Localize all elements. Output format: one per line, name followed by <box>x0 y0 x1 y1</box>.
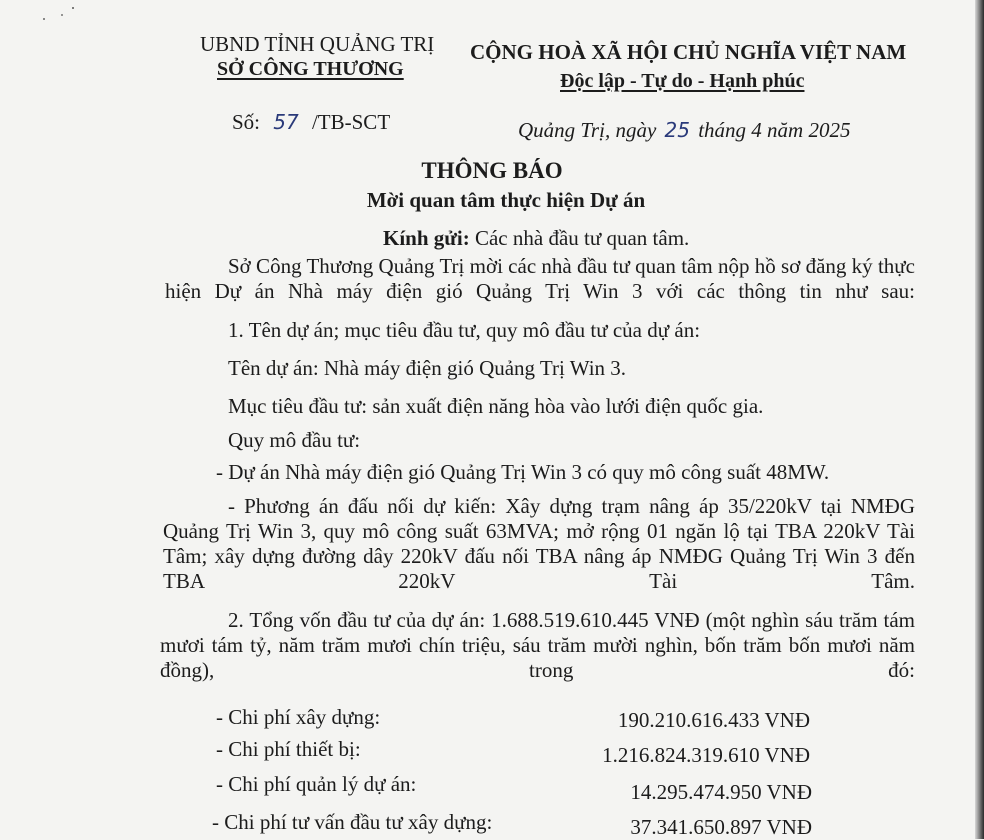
scan-specks <box>40 5 80 25</box>
handwritten-day: 25 <box>664 118 690 142</box>
cost-label: - Chi phí xây dựng: <box>216 705 381 729</box>
cost-amount: 1.216.824.319.610 VNĐ <box>602 743 810 767</box>
date-suffix: tháng 4 năm 2025 <box>698 118 851 142</box>
national-motto: Độc lập - Tự do - Hạnh phúc <box>560 70 805 92</box>
connection-plan-paragraph: - Phương án đấu nối dự kiến: Xây dựng trạm nâng áp 35/220kV tại NMĐG Quảng Trị Win 3, quy mô công suất 63MVA; mở rộng 01 ngăn lộ tại TBA 220kV Tài Tâm; xây dựng đường dây 220kV đấu nối TBA nâng áp NMĐG Quảng Trị Win 3 đến TBA 220kV Tài Tâm. <box>163 494 915 593</box>
document-subtitle: Mời quan tâm thực hiện Dự án <box>366 188 646 212</box>
recipient-line <box>383 226 689 251</box>
cost-amount: 14.295.474.950 VNĐ <box>630 780 812 804</box>
document-date <box>518 118 850 143</box>
cost-amount: 37.341.650.897 VNĐ <box>630 815 812 839</box>
recipient-text: Các nhà đầu tư quan tâm. <box>474 226 690 250</box>
scale-label: Quy mô đầu tư: <box>228 428 361 452</box>
intro-paragraph: Sở Công Thương Quảng Trị mời các nhà đầu tư quan tâm nộp hồ sơ đăng ký thực hiện Dự án Nhà máy điện gió Quảng Trị Win 3 với các thông tin như sau: <box>165 254 915 303</box>
section-1-heading: 1. Tên dự án; mục tiêu đầu tư, quy mô đầu tư của dự án: <box>228 318 701 342</box>
handwritten-number: 57 <box>273 110 299 134</box>
number-suffix: /TB-SCT <box>311 110 391 134</box>
agency-name: UBND TỈNH QUẢNG TRỊ <box>200 32 435 56</box>
document-title: THÔNG BÁO <box>421 158 563 183</box>
scale-capacity: - Dự án Nhà máy điện gió Quảng Trị Win 3 có quy mô công suất 48MW. <box>216 460 830 484</box>
project-name-line: Tên dự án: Nhà máy điện gió Quảng Trị Win 3. <box>228 356 627 380</box>
date-prefix: Quảng Trị, ngày <box>518 118 657 142</box>
department-name: SỞ CÔNG THƯƠNG <box>217 58 404 80</box>
scan-edge <box>975 0 984 839</box>
objective-line: Mục tiêu đầu tư: sản xuất điện năng hòa vào lưới điện quốc gia. <box>228 394 764 418</box>
recipient-label: Kính gửi: <box>383 226 470 250</box>
cost-label: - Chi phí tư vấn đầu tư xây dựng: <box>212 810 493 834</box>
number-prefix: Số: <box>232 110 261 134</box>
cost-label: - Chi phí thiết bị: <box>216 737 361 761</box>
section-2-paragraph: 2. Tổng vốn đầu tư của dự án: 1.688.519.610.445 VNĐ (một nghìn sáu trăm tám mươi tám tỷ, năm trăm mươi chín triệu, sáu trăm mười nghìn, bốn trăm bốn mươi năm đồng), trong đó: <box>160 608 915 682</box>
republic-name: CỘNG HOÀ XÃ HỘI CHỦ NGHĨA VIỆT NAM <box>470 40 907 64</box>
cost-label: - Chi phí quản lý dự án: <box>216 772 417 796</box>
document-number <box>232 110 390 135</box>
cost-amount: 190.210.616.433 VNĐ <box>617 708 810 732</box>
